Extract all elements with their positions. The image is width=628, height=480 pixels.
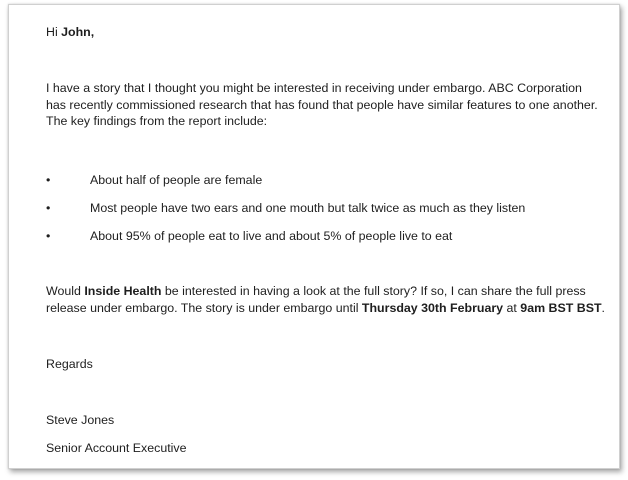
intro-paragraph xyxy=(46,80,611,130)
embargo-date: Thursday 30th February xyxy=(361,300,504,315)
closing-paragraph xyxy=(46,283,611,316)
closing-line-2: release under embargo. The story is under embargo until Thursday 30th February at 9am BST BST. xyxy=(46,300,605,315)
signoff: Regards xyxy=(46,357,93,371)
sender-title: Senior Account Executive xyxy=(46,441,187,455)
recipient-name: John, xyxy=(61,25,95,39)
finding-3: About 95% of people eat to live and about 5% of people live to eat xyxy=(90,229,453,243)
bullet-icon: • xyxy=(46,173,51,187)
greeting xyxy=(46,24,94,40)
finding-1: About half of people are female xyxy=(90,173,263,187)
intro-line-3: The key findings from the report include: xyxy=(46,114,268,128)
intro-line-1: I have a story that I thought you might be interested in receiving under embargo. ABC Corporation xyxy=(46,81,582,95)
greeting-prefix: Hi xyxy=(46,25,62,39)
closing-line-1: Would Inside Health be interested in having a look at the full story? If so, I can share the full press xyxy=(46,284,586,298)
sender-name: Steve Jones xyxy=(46,413,115,427)
finding-2: Most people have two ears and one mouth but talk twice as much as they listen xyxy=(90,201,526,215)
intro-line-2: has recently commissioned research that has found that people have similar features to one another. xyxy=(46,97,598,112)
bullet-icon: • xyxy=(46,201,51,215)
bullet-icon: • xyxy=(46,229,51,243)
email-document xyxy=(8,4,620,469)
embargo-time: 9am BST BST xyxy=(520,300,602,315)
publication-name: Inside Health xyxy=(84,284,162,298)
